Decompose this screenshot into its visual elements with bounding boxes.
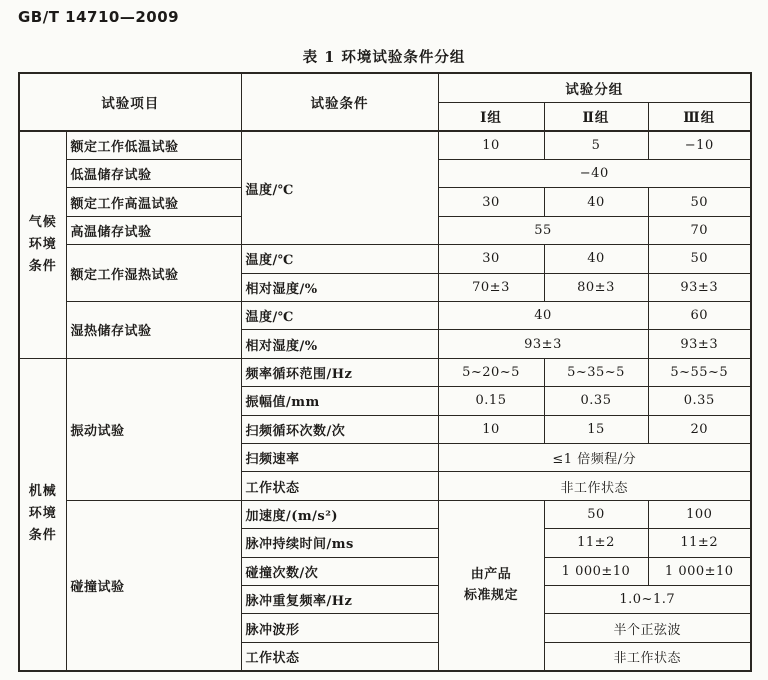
value-line: 由产品 [470,567,512,583]
value-cell: 40 [438,301,648,329]
condition-cell: 温度/℃ [241,245,438,273]
condition-cell: 工作状态 [241,642,438,671]
item-cell: 振动试验 [66,358,241,500]
value-cell: 10 [438,131,544,159]
value-cell: 30 [438,188,544,216]
value-cell: 80±3 [544,273,648,301]
value-cell: 93±3 [438,330,648,358]
value-cell: 20 [648,415,751,443]
condition-cell: 频率循环范围/Hz [241,358,438,386]
condition-cell: 工作状态 [241,472,438,500]
condition-cell: 扫频循环次数/次 [241,415,438,443]
value-cell: 5 [544,131,648,159]
condition-cell: 脉冲持续时间/ms [241,529,438,557]
value-cell: 100 [648,500,751,528]
value-cell: 5~55~5 [648,358,751,386]
value-cell: 0.15 [438,387,544,415]
category-line: 条件 [28,528,57,544]
value-cell: 1 000±10 [648,557,751,585]
environment-test-table [18,72,752,672]
header-group-3: Ⅲ组 [648,102,751,131]
value-cell: 60 [648,301,751,329]
table-row [19,301,751,329]
value-cell: 93±3 [648,273,751,301]
value-cell: 非工作状态 [438,472,751,500]
item-cell: 额定工作高温试验 [66,188,241,216]
value-cell: 50 [648,245,751,273]
table-row [19,131,751,159]
table-title: 表 1 环境试验条件分组 [302,49,466,66]
value-cell: 5~35~5 [544,358,648,386]
value-cell: ≤1 倍频程/分 [438,443,751,471]
category-cell-climate [19,131,66,358]
header-group-2: Ⅱ组 [544,102,648,131]
value-cell: 1.0~1.7 [544,586,751,614]
value-cell: 10 [438,415,544,443]
doc-number: GB/T 14710—2009 [18,8,180,26]
value-cell: 15 [544,415,648,443]
item-cell: 湿热储存试验 [66,301,241,358]
value-cell: 非工作状态 [544,642,751,671]
table-row [19,245,751,273]
header-group-1: Ⅰ组 [438,102,544,131]
condition-cell: 相对湿度/% [241,330,438,358]
item-cell: 碰撞试验 [66,500,241,671]
condition-cell: 温度/℃ [241,301,438,329]
condition-cell: 相对湿度/% [241,273,438,301]
category-line: 机械 [28,484,57,500]
value-cell: 11±2 [544,529,648,557]
item-cell: 高温储存试验 [66,216,241,244]
value-cell-product-standard [438,500,544,671]
table-row [19,500,751,528]
category-line: 条件 [28,258,57,274]
category-cell-mechanical [19,358,66,671]
header-test-group: 试验分组 [438,73,751,102]
condition-cell: 振幅值/mm [241,387,438,415]
value-cell: 50 [544,500,648,528]
condition-cell: 脉冲重复频率/Hz [241,586,438,614]
value-cell: 0.35 [544,387,648,415]
value-cell: 40 [544,245,648,273]
value-cell: 30 [438,245,544,273]
value-cell: 50 [648,188,751,216]
value-cell: 70±3 [438,273,544,301]
item-cell: 低温储存试验 [66,159,241,187]
condition-cell: 碰撞次数/次 [241,557,438,585]
value-cell: −40 [438,159,751,187]
value-line: 标准规定 [463,588,518,604]
item-cell: 额定工作低温试验 [66,131,241,159]
value-cell: 40 [544,188,648,216]
category-line: 环境 [28,236,57,252]
category-line: 气候 [28,214,57,230]
value-cell: 5~20~5 [438,358,544,386]
condition-cell: 脉冲波形 [241,614,438,642]
header-test-item: 试验项目 [19,73,241,131]
condition-cell: 扫频速率 [241,443,438,471]
condition-cell: 温度/℃ [241,131,438,245]
value-cell: 半个正弦波 [544,614,751,642]
table-row [19,358,751,386]
value-cell: −10 [648,131,751,159]
value-cell: 0.35 [648,387,751,415]
value-cell: 55 [438,216,648,244]
item-cell: 额定工作湿热试验 [66,245,241,302]
value-cell: 93±3 [648,330,751,358]
condition-cell: 加速度/(m/s²) [241,500,438,528]
category-line: 环境 [28,506,57,522]
value-cell: 11±2 [648,529,751,557]
value-cell: 70 [648,216,751,244]
value-cell: 1 000±10 [544,557,648,585]
header-test-condition: 试验条件 [241,73,438,131]
